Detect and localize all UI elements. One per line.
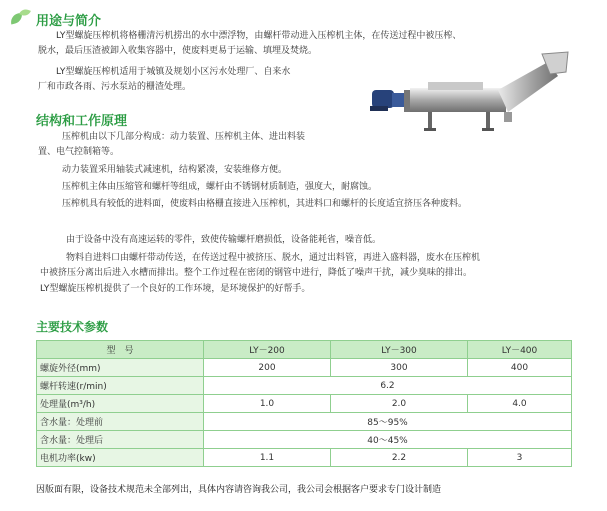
row-label: 含水量：处理前: [37, 413, 204, 431]
table-cell: 40～45%: [204, 431, 572, 449]
row-label: 螺旋外径(mm): [37, 359, 204, 377]
specs-title: 主要技术参数: [36, 320, 109, 334]
paragraph-line: 厂和市政各雨、污水泵站的栅渣处理。: [38, 82, 192, 92]
table-row: [37, 377, 572, 395]
paragraph-line: 中被挤压分离出后进入水槽而排出。整个工作过程在密闭的钢管中进行，降低了噪声干扰，减少臭味的排出。: [40, 268, 473, 278]
paragraph-line: LY型螺旋压榨机提供了一个良好的工作环境，是环境保护的好帮手。: [40, 284, 311, 294]
table-cell: 400: [468, 359, 572, 377]
table-cell: 6.2: [204, 377, 572, 395]
paragraph-line: 压榨机具有较低的进料面，使废料由格栅直接进入压榨机，其进料口和螺杆的长度适宜挤压各种废料。: [62, 199, 468, 209]
paragraph-line: 由于设备中没有高速运转的零件，致使传输螺杆磨损低，设备能耗省，噪音低。: [66, 235, 382, 245]
paragraph-line: 压榨机主体由压缩管和螺杆等组成，螺杆由不锈钢材质制造，强度大，耐腐蚀。: [62, 182, 378, 192]
table-row: [37, 413, 572, 431]
table-cell: 85～95%: [204, 413, 572, 431]
paragraph-line: 脱水，最后压渣被卸入收集容器中，使废料更易于运输、填埋及焚烧。: [38, 46, 318, 56]
table-cell: 2.2: [331, 449, 468, 467]
specs-table: [36, 340, 572, 467]
screw-press-image: [368, 50, 573, 140]
header-cell: LY－200: [204, 341, 331, 359]
header-cell: LY－400: [468, 341, 572, 359]
paragraph-line: 压榨机由以下几部分构成：动力装置、压榨机主体、进出料装: [62, 132, 306, 142]
table-header-row: [37, 341, 572, 359]
paragraph-line: LY型螺旋压榨机适用于城镇及规划小区污水处理厂、自来水: [56, 67, 291, 77]
section-title-usage: 用途与简介: [36, 14, 102, 29]
paragraph-line: LY型螺旋压榨机将格栅清污机捞出的水中漂浮物，由螺杆带动进入压榨机主体，在传送过程中被压榨、: [56, 31, 462, 41]
row-label: 处理量(m³/h): [37, 395, 204, 413]
table-cell: 1.0: [204, 395, 331, 413]
table-cell: 3: [468, 449, 572, 467]
row-label: 含水量：处理后: [37, 431, 204, 449]
footer-note: 因版面有限，设备技术规范未全部列出，具体内容请咨询我公司，我公司会根据客户要求专门设计制造: [36, 485, 442, 495]
paragraph-line: 物料自进料口由螺杆带动传送，在传送过程中被挤压、脱水，通过出料管，再进入盛料器，废水在压榨机: [66, 253, 481, 263]
row-label: 螺杆转速(r/min): [37, 377, 204, 395]
table-cell: 1.1: [204, 449, 331, 467]
table-cell: 200: [204, 359, 331, 377]
paragraph-line: 动力装置采用轴装式减速机，结构紧凑，安装维修方便。: [62, 165, 288, 175]
paragraph-line: 置、电气控制箱等。: [38, 147, 120, 157]
table-row: [37, 431, 572, 449]
table-row: [37, 395, 572, 413]
section-title-structure: 结构和工作原理: [36, 114, 128, 129]
table-cell: 2.0: [331, 395, 468, 413]
header-cell: LY－300: [331, 341, 468, 359]
row-label: 电机功率(kw): [37, 449, 204, 467]
table-cell: 4.0: [468, 395, 572, 413]
table-row: [37, 359, 572, 377]
header-cell: 型 号: [37, 341, 204, 359]
table-row: [37, 449, 572, 467]
table-cell: 300: [331, 359, 468, 377]
